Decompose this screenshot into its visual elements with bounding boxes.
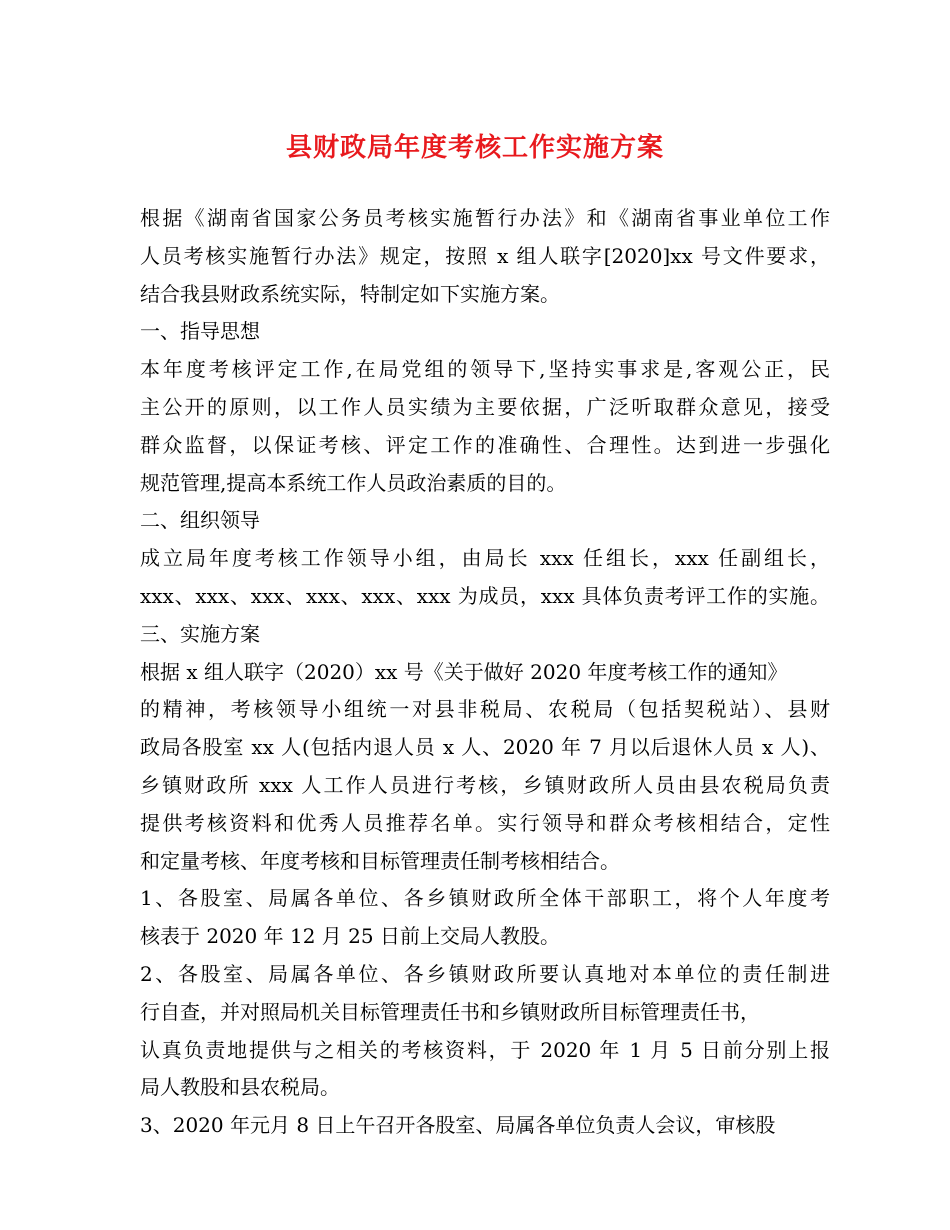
body-line: 主公开的原则，以工作人员实绩为主要依据，广泛听取群众意见，接受 [140,394,830,419]
body-line: 根据 x 组人联字（2020）xx 号《关于做好 2020 年度考核工作的通知》 [140,659,788,684]
body-line: 3、2020 年元月 8 日上午召开各股室、局属各单位负责人会议，审核股 [140,1113,776,1138]
body-line: 核表于 2020 年 12 月 25 日前上交局人教股。 [140,924,560,949]
body-line: 2、各股室、局属各单位、各乡镇财政所要认真地对本单位的责任制进 [140,961,830,986]
body-line: xxx、xxx、xxx、xxx、xxx、xxx 为成员，xxx 具体负责考评工作的实施。 [140,583,830,608]
document-title: 县财政局年度考核工作实施方案 [285,133,664,163]
body-line: 二、组织领导 [140,508,260,533]
body-line: 一、指导思想 [140,319,260,344]
body-line: 本年度考核评定工作,在局党组的领导下,坚持实事求是,客观公正，民 [140,357,830,382]
body-line: 行自查，并对照局机关目标管理责任书和乡镇财政所目标管理责任书， [140,999,760,1024]
body-line: 的精神，考核领导小组统一对县非税局、农税局（包括契税站）、县财 [140,697,830,722]
body-line: 人员考核实施暂行办法》规定，按照 x 组人联字[2020]xx 号文件要求， [140,243,830,268]
body-line: 局人教股和县农税局。 [140,1075,340,1100]
body-line: 根据《湖南省国家公务员考核实施暂行办法》和《湖南省事业单位工作 [140,206,830,230]
body-line: 认真负责地提供与之相关的考核资料，于 2020 年 1 月 5 日前分别上报 [140,1037,830,1062]
body-line: 和定量考核、年度考核和目标管理责任制考核相结合。 [140,848,620,873]
document-body [140,200,830,1145]
body-line: 乡镇财政所 xxx 人工作人员进行考核，乡镇财政所人员由县农税局负责 [140,772,830,797]
body-line: 三、实施方案 [140,621,260,646]
body-line: 成立局年度考核工作领导小组，由局长 xxx 任组长，xxx 任副组长， [140,546,830,571]
body-line: 规范管理,提高本系统工作人员政治素质的目的。 [140,470,567,495]
body-line: 提供考核资料和优秀人员推荐名单。实行领导和群众考核相结合，定性 [140,810,830,835]
body-line: 群众监督，以保证考核、评定工作的准确性、合理性。达到进一步强化 [140,432,830,457]
body-line: 政局各股室 xx 人(包括内退人员 x 人、2020 年 7 月以后退休人员 x 人)、 [140,735,830,760]
body-line: 1、各股室、局属各单位、各乡镇财政所全体干部职工，将个人年度考 [140,886,830,911]
body-line: 结合我县财政系统实际，特制定如下实施方案。 [140,281,560,306]
